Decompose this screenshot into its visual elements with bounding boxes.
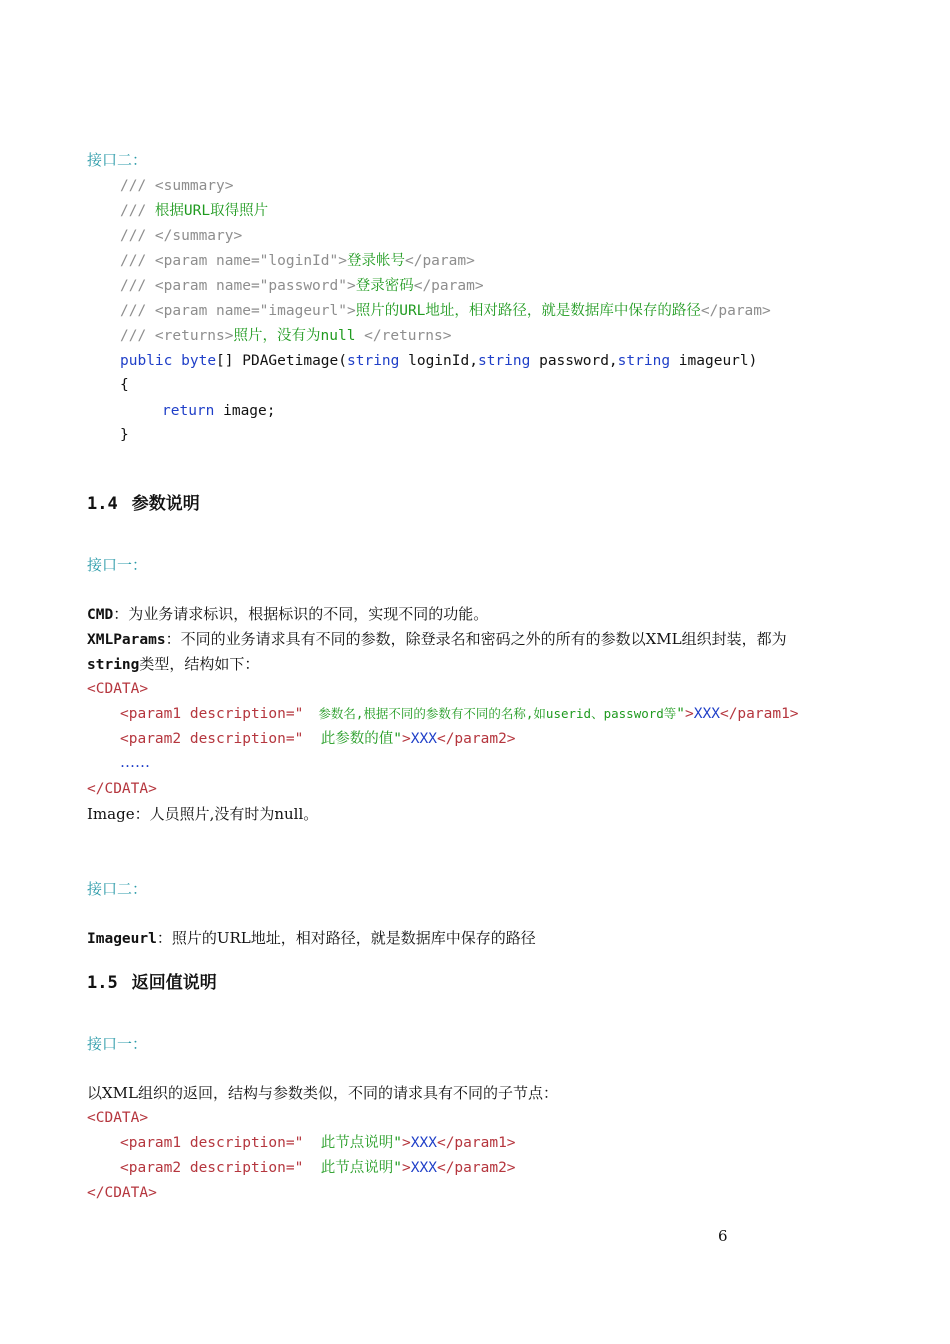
xml-param1-line <box>120 1133 516 1153</box>
section-number: 1.4 <box>87 494 118 514</box>
term-label: string <box>87 657 140 673</box>
keyword: string <box>477 353 531 369</box>
subheading-interface-two: 接口二： <box>87 151 148 169</box>
section-title: 返回值说明 <box>131 973 217 993</box>
xml-param1-line <box>120 704 799 724</box>
code-text: loginId, <box>399 353 478 369</box>
code-line-summary-open <box>120 176 234 196</box>
xml-param2-line <box>120 1158 516 1178</box>
paragraph-string-type <box>87 654 259 675</box>
xml-attr-text: 此参数的值 <box>303 731 394 747</box>
subheading-interface-one: 接口一： <box>87 1035 148 1053</box>
code-line-param-password <box>120 276 484 296</box>
comment-slashes: /// <box>120 253 155 269</box>
xml-attr-text: 参数名,根据不同的参数有不同的名称,如userid、password等 <box>303 706 677 721</box>
xml-tag: </param2> <box>436 1160 516 1176</box>
comment-text: 根据URL取得照片 <box>154 203 269 219</box>
cdata-open-tag: <CDATA> <box>87 681 149 697</box>
code-text: [] PDAGetimage( <box>216 353 347 369</box>
xml-tag: > <box>402 1135 411 1151</box>
comment-text: 登录帐号 <box>346 253 405 269</box>
xml-value: XXX <box>410 731 437 747</box>
xml-param2-line <box>120 729 516 749</box>
xml-tag: > <box>685 706 694 722</box>
code-text: password, <box>530 353 618 369</box>
section-number: 1.5 <box>87 973 118 993</box>
xml-value: XXX <box>410 1160 437 1176</box>
xml-tag: </param1> <box>436 1135 516 1151</box>
code-line-return <box>162 401 276 421</box>
term-label: Imageurl <box>87 931 157 947</box>
keyword: public <box>120 353 173 369</box>
comment-text: 登录密码 <box>355 278 414 294</box>
xml-quote: " <box>393 731 403 747</box>
xml-tag: > <box>402 731 411 747</box>
comment-slashes: /// <box>120 178 155 194</box>
keyword: string <box>347 353 400 369</box>
xml-doc-tag: <param name="imageurl"> <box>154 303 356 319</box>
ellipsis: …… <box>120 753 150 771</box>
term-description: 类型，结构如下： <box>139 655 260 673</box>
subheading-interface-two: 接口二： <box>87 880 148 898</box>
code-text: imageurl) <box>670 353 758 369</box>
xml-quote: " <box>393 1160 403 1176</box>
page-number: 6 <box>718 1227 728 1245</box>
code-text: image; <box>214 403 276 419</box>
xml-doc-tag: </summary> <box>154 228 243 244</box>
xml-value: XXX <box>410 1135 437 1151</box>
paragraph-xmlparams <box>87 629 787 650</box>
term-label: CMD <box>87 607 114 623</box>
xml-doc-tag: <param name="password"> <box>154 278 356 294</box>
term-description: ：不同的业务请求具有不同的参数，除登录名和密码之外的所有的参数以XML组织封装，都为 <box>165 630 787 648</box>
paragraph-image: Image：人员照片,没有时为null。 <box>87 805 319 823</box>
xml-doc-tag: </param> <box>700 303 771 319</box>
subheading-interface-one: 接口一： <box>87 556 148 574</box>
xml-value: XXX <box>693 706 720 722</box>
xml-doc-tag: <summary> <box>154 178 234 194</box>
xml-tag: <param2 description=" <box>120 1160 304 1176</box>
comment-slashes: /// <box>120 228 155 244</box>
comment-text: 照片的URL地址，相对路径，就是数据库中保存的路径 <box>355 303 701 319</box>
xml-doc-tag: </param> <box>413 278 484 294</box>
code-close-brace: } <box>120 427 129 443</box>
code-line-signature <box>120 351 757 371</box>
xml-tag: <param1 description=" <box>120 1135 304 1151</box>
keyword: string <box>617 353 671 369</box>
keyword: return <box>162 403 215 419</box>
section-title: 参数说明 <box>131 494 200 514</box>
xml-tag: </param2> <box>436 731 516 747</box>
xml-doc-tag: <param name="loginId"> <box>154 253 347 269</box>
cdata-open-tag: <CDATA> <box>87 1110 149 1126</box>
xml-quote: " <box>676 706 686 722</box>
xml-quote: " <box>393 1135 403 1151</box>
comment-text: 照片，没有为null <box>233 328 365 344</box>
code-open-brace: { <box>120 377 129 393</box>
paragraph-imageurl <box>87 928 536 949</box>
comment-slashes: /// <box>120 303 155 319</box>
comment-slashes: /// <box>120 278 155 294</box>
code-line-param-imageurl <box>120 301 771 321</box>
comment-slashes: /// <box>120 203 155 219</box>
keyword: byte <box>181 353 217 369</box>
term-description: ：照片的URL地址，相对路径，就是数据库中保存的路径 <box>156 929 536 947</box>
code-line-param-loginid <box>120 251 475 271</box>
xml-doc-tag: </returns> <box>364 328 452 344</box>
section-heading-1-5 <box>87 973 217 993</box>
term-label: XMLParams <box>87 632 166 648</box>
paragraph-return-desc: 以XML组织的返回，结构与参数类似，不同的请求具有不同的子节点： <box>87 1084 559 1102</box>
code-line-summary-close <box>120 226 242 246</box>
xml-tag: </param1> <box>719 706 799 722</box>
comment-slashes: /// <box>120 328 155 344</box>
xml-attr-text: 此节点说明 <box>303 1135 394 1151</box>
cdata-close-tag: </CDATA> <box>87 1185 157 1201</box>
xml-attr-text: 此节点说明 <box>303 1160 394 1176</box>
xml-doc-tag: <returns> <box>154 328 234 344</box>
paragraph-cmd <box>87 604 488 625</box>
code-line-summary-text <box>120 201 268 221</box>
code-line-returns <box>120 326 451 346</box>
section-heading-1-4 <box>87 494 200 514</box>
term-description: ：为业务请求标识，根据标识的不同，实现不同的功能。 <box>113 605 489 623</box>
xml-tag: > <box>402 1160 411 1176</box>
xml-tag: <param2 description=" <box>120 731 304 747</box>
cdata-close-tag: </CDATA> <box>87 781 157 797</box>
xml-doc-tag: </param> <box>404 253 475 269</box>
xml-tag: <param1 description=" <box>120 706 304 722</box>
